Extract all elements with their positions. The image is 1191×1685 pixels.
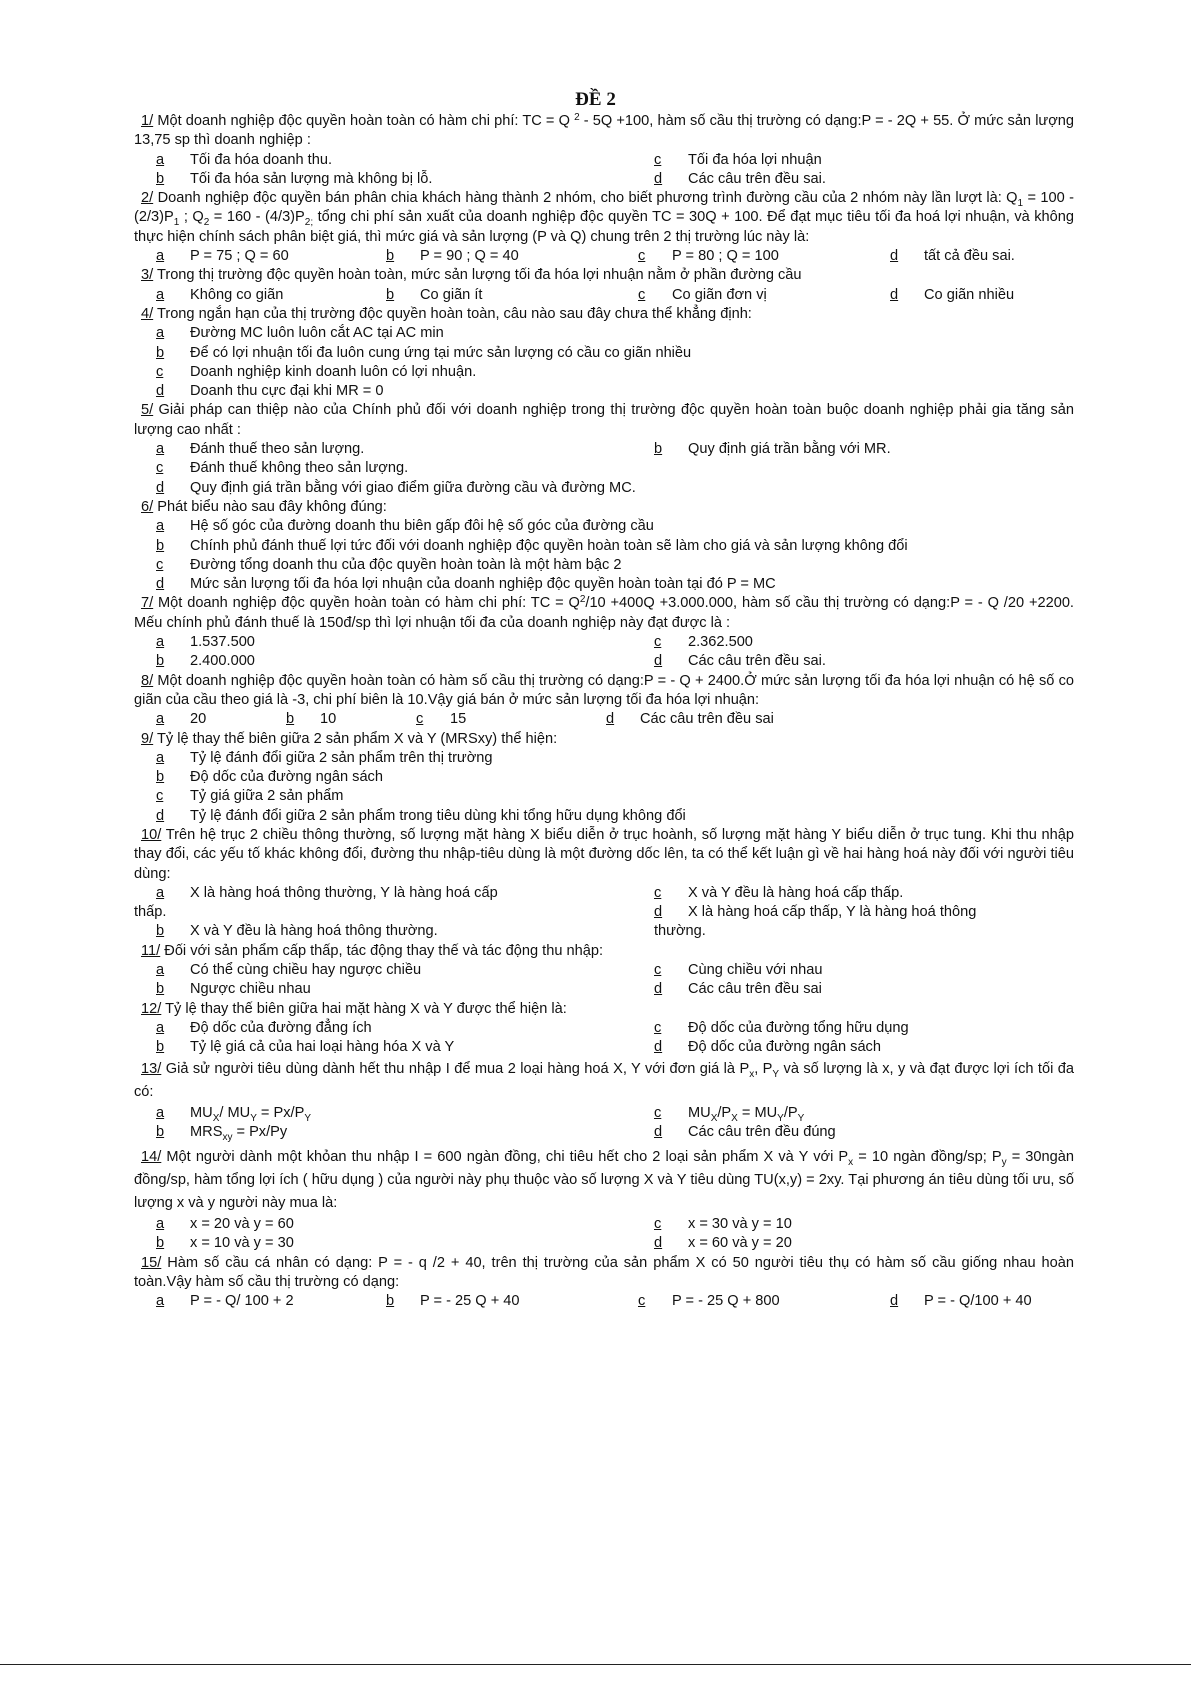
option-letter: b xyxy=(156,653,165,670)
option-text: P = - 25 Q + 40 xyxy=(420,1293,520,1310)
options-row xyxy=(134,710,1074,729)
option[interactable] xyxy=(134,961,654,980)
question-text: - 5Q +100, hàm số cầu thị trường có dạng:P = - 2Q + 55. Ở mức sản lượng 13,75 sp thì doanh nghiệp : xyxy=(134,113,1075,149)
option-text: Đường MC luôn luôn cắt AC tại AC min xyxy=(190,325,444,342)
options-row xyxy=(134,1038,1074,1057)
option-letter: b xyxy=(386,248,395,265)
option-text: Không co giãn xyxy=(190,286,284,303)
option-letter: a xyxy=(156,1019,165,1036)
question-2 xyxy=(134,189,1074,247)
formula-part: = MU xyxy=(737,1104,778,1121)
question-list xyxy=(134,112,1074,1312)
option-letter: c xyxy=(156,363,164,380)
question-text: , P xyxy=(754,1060,773,1077)
option-text: Doanh nghiệp kinh doanh luôn có lợi nhuận. xyxy=(190,363,477,380)
option-text: Quy định giá trần bằng với MR. xyxy=(688,441,891,458)
page-bottom-rule xyxy=(0,1664,1191,1665)
subscript: 2 xyxy=(203,217,210,229)
option-letter: c xyxy=(654,1104,662,1121)
option[interactable] xyxy=(654,1019,1074,1038)
subscript: Y xyxy=(250,1112,257,1124)
formula-part: = Px/P xyxy=(256,1104,305,1121)
option-text: P = - 25 Q + 800 xyxy=(672,1293,780,1310)
option-text: Quy định giá trần bằng với giao điểm giữa đường cầu và đường MC. xyxy=(190,479,636,496)
option[interactable] xyxy=(134,787,1074,806)
question-number: 14/ xyxy=(141,1149,162,1166)
option-text: X và Y đều là hàng hoá cấp thấp. xyxy=(688,884,904,901)
option[interactable] xyxy=(134,1019,654,1038)
option-letter: c xyxy=(654,884,662,901)
option-text: X là hàng hoá cấp thấp, Y là hàng hoá thông xyxy=(688,904,977,921)
option-text: Độ dốc của đường đẳng ích xyxy=(190,1019,372,1036)
question-text: Doanh nghiệp độc quyền bán phân chia khách hàng thành 2 nhóm, cho biết phương trình đường cầu của 2 nhóm này lần lượt là: Q xyxy=(153,190,1018,207)
option[interactable] xyxy=(134,170,654,189)
option-letter: a xyxy=(156,634,165,651)
question-number: 5/ xyxy=(141,402,154,419)
option-letter: b xyxy=(156,769,165,786)
question-text: /10 +400Q +3.000.000, hàm số cầu thị trường có dạng:P = - Q /20 +2200. Mếu chính phủ đánh thuế là 150đ/sp thì lợi nhuận tối đa của doanh nghiệp này đạt được là : xyxy=(134,595,1074,631)
option-letter: c xyxy=(654,1019,662,1036)
question-number: 1/ xyxy=(141,113,154,129)
option[interactable] xyxy=(134,1104,654,1123)
subscript: Y xyxy=(304,1112,311,1124)
question-text: Trên hệ trục 2 chiều thông thường, số lượng mặt hàng X biểu diễn ở trục hoành, số lượng mặt hàng Y biểu diễn ở trục tung. Khi thu nhập thay đổi, các yếu tố khác không đổi, đường thu nhập-tiêu dùng là một đường dốc lên, ta có thể kết luận gì về hai hàng hoá này đối với người tiêu dùng: xyxy=(134,826,1074,882)
option[interactable] xyxy=(654,151,1074,170)
option[interactable] xyxy=(134,247,386,266)
option-letter: c xyxy=(654,151,662,168)
option-text: Để có lợi nhuận tối đa luôn cung ứng tại mức sản lượng có cầu co giãn nhiều xyxy=(190,344,692,361)
option-text: Các câu trên đều sai xyxy=(640,711,774,728)
options-list xyxy=(134,459,1074,498)
option-text: x = 60 và y = 20 xyxy=(688,1235,792,1252)
option-letter: a xyxy=(156,518,165,535)
question-text: Giải pháp can thiệp nào của Chính phủ đối với doanh nghiệp trong thị trường độc quyền hoàn toàn buộc doanh nghiệp phải gia tăng sản lượng cao nhất : xyxy=(134,402,1074,438)
option[interactable] xyxy=(654,961,1074,980)
question-number: 4/ xyxy=(141,305,154,322)
question-number: 15/ xyxy=(141,1254,162,1271)
option-letter: b xyxy=(156,981,165,998)
formula-part: / MU xyxy=(219,1104,251,1121)
options-row xyxy=(134,1292,1074,1311)
option[interactable] xyxy=(134,459,1074,478)
question-10 xyxy=(134,826,1074,884)
option[interactable] xyxy=(386,247,638,266)
option-text: Tỷ lệ đánh đổi giữa 2 sản phẩm trên thị trường xyxy=(190,749,493,766)
subscript: xy xyxy=(222,1131,233,1143)
subscript: Y xyxy=(772,1068,780,1080)
option[interactable] xyxy=(134,768,1074,787)
option-text: Tỷ lệ giá cả của hai loại hàng hóa X và Y xyxy=(190,1039,455,1056)
option-text: Độ dốc của đường ngân sách xyxy=(688,1039,881,1056)
option[interactable] xyxy=(134,479,1074,498)
option-letter: d xyxy=(606,711,615,728)
option-letter: a xyxy=(156,325,165,342)
option[interactable] xyxy=(416,710,606,729)
question-12 xyxy=(134,1000,1074,1019)
option[interactable] xyxy=(890,286,1074,305)
option-letter: a xyxy=(156,962,165,979)
subscript: 1 xyxy=(1017,198,1024,210)
options-row xyxy=(134,1234,1074,1253)
option-text: Các câu trên đều sai. xyxy=(688,170,826,187)
option-letter: a xyxy=(156,441,165,458)
question-text: = 30ngàn đồng/sp, hàm tổng lợi ích ( hữu dụng ) của người này phụ thuộc vào số lượng X và Y tiêu dùng TU(x,y) = 2xy. Tại phương án tiêu dùng tối ưu, số lượng x và y người này mua là: xyxy=(134,1149,1075,1212)
options-row xyxy=(134,170,1074,189)
subscript: X xyxy=(710,1112,718,1124)
option-text: Đánh thuế theo sản lượng. xyxy=(190,441,365,458)
page-title: ĐỀ 2 xyxy=(575,89,616,110)
options-list xyxy=(134,749,1074,826)
option[interactable] xyxy=(654,884,1074,903)
option[interactable] xyxy=(134,1234,654,1253)
option-text: P = - Q/ 100 + 2 xyxy=(190,1293,294,1310)
option[interactable] xyxy=(134,710,286,729)
question-1 xyxy=(134,112,1074,151)
question-text: = 160 - (4/3)P xyxy=(209,209,305,226)
option[interactable] xyxy=(654,1215,1074,1234)
option-text: Tối đa hóa lợi nhuận xyxy=(688,151,822,168)
option[interactable] xyxy=(654,903,1074,922)
option[interactable] xyxy=(654,440,1074,459)
options-row xyxy=(134,961,1074,980)
question-text: Một doanh nghiệp độc quyền hoàn toàn có hàm chi phí: TC = Q xyxy=(153,113,575,129)
option-text: Độ dốc của đường ngân sách xyxy=(190,769,383,786)
subscript: Y xyxy=(777,1112,784,1124)
option-text: Các câu trên đều sai. xyxy=(688,653,826,670)
option-letter: b xyxy=(386,1293,395,1310)
formula-part: MRS xyxy=(190,1123,223,1140)
option[interactable] xyxy=(638,286,890,305)
option-letter: b xyxy=(386,286,395,303)
option[interactable] xyxy=(134,1038,654,1057)
option[interactable] xyxy=(134,575,1074,594)
option-text: 10 xyxy=(320,711,337,728)
option-letter: d xyxy=(890,1293,899,1310)
option-text: Có thể cùng chiều hay ngược chiều xyxy=(190,962,422,979)
question-text: Hàm số cầu cá nhân có dạng: P = - q /2 + 40, trên thị trường của sản phẩm X có 50 người tiêu thụ có hàm số cầu giống nhau hoàn toàn.Vậy hàm số cầu thị trường có dạng: xyxy=(134,1254,1074,1291)
question-3 xyxy=(134,266,1074,285)
question-text: và số lượng là x, y và đạt được lợi ích tối đa có: xyxy=(134,1060,1075,1100)
option[interactable] xyxy=(134,537,1074,556)
option[interactable] xyxy=(134,652,654,671)
option-letter: c xyxy=(654,962,662,979)
option-letter: b xyxy=(156,537,165,554)
subscript: 1 xyxy=(173,217,180,229)
option-text: Độ dốc của đường tổng hữu dụng xyxy=(688,1019,909,1036)
option-letter: d xyxy=(156,479,165,496)
question-number: 11/ xyxy=(141,942,161,959)
option-letter: a xyxy=(156,248,165,265)
question-text: = 10 ngàn đồng/sp; P xyxy=(853,1149,1002,1166)
option-letter: c xyxy=(638,248,646,265)
option-letter: b xyxy=(654,441,663,458)
option[interactable] xyxy=(134,749,1074,768)
subscript: X xyxy=(212,1112,220,1124)
option-letter: a xyxy=(156,1104,165,1121)
option-continuation: thường. xyxy=(654,923,706,940)
option[interactable] xyxy=(134,1123,654,1142)
question-number: 12/ xyxy=(141,1000,162,1017)
option-text: X và Y đều là hàng hoá thông thường. xyxy=(190,923,438,940)
option-text xyxy=(190,1123,287,1142)
option[interactable] xyxy=(386,1292,638,1311)
question-text: = 100 - (2/3)P xyxy=(134,190,1074,226)
option-text: P = 80 ; Q = 100 xyxy=(672,248,779,265)
options-row xyxy=(134,1215,1074,1234)
option-letter: d xyxy=(890,286,899,303)
option-text: Ngược chiều nhau xyxy=(190,981,311,998)
option[interactable] xyxy=(286,710,416,729)
question-14 xyxy=(134,1146,1074,1215)
question-text: Tỷ lệ thay thế biên giữa 2 sản phẩm X và Y (MRSxy) thể hiện: xyxy=(153,730,558,747)
option[interactable] xyxy=(134,633,654,652)
option-letter: b xyxy=(156,1039,165,1056)
option-text: tất cả đều sai. xyxy=(924,248,1015,265)
option-text: Hệ số góc của đường doanh thu biên gấp đôi hệ số góc của đường cầu xyxy=(190,518,654,535)
option[interactable] xyxy=(654,652,1074,671)
option[interactable] xyxy=(654,1038,1074,1057)
option-text: 1.537.500 xyxy=(190,634,255,651)
options-row xyxy=(134,922,1074,941)
option[interactable] xyxy=(654,170,1074,189)
option[interactable] xyxy=(134,884,654,903)
option-text: 20 xyxy=(190,711,207,728)
option-letter: a xyxy=(156,1293,165,1310)
option-text: 2.362.500 xyxy=(688,634,753,651)
question-text: Đối với sản phẩm cấp thấp, tác động thay thế và tác động thu nhập: xyxy=(160,942,604,959)
option[interactable] xyxy=(654,980,1074,999)
question-text: Một người dành một khỏan thu nhập I = 600 ngàn đồng, chi tiêu hết cho 2 loại sản phẩm X và Y với P xyxy=(161,1149,849,1166)
question-text: Giả sử người tiêu dùng dành hết thu nhập I để mua 2 loại hàng hoá X, Y với đơn giá là P xyxy=(161,1060,750,1077)
option-text: Tỷ giá giữa 2 sản phẩm xyxy=(190,788,344,805)
option-text: Co giãn nhiều xyxy=(924,286,1015,303)
option-text: 2.400.000 xyxy=(190,653,255,670)
options-row xyxy=(134,151,1074,170)
option-letter: b xyxy=(156,170,165,187)
options-list xyxy=(134,324,1074,401)
question-number: 6/ xyxy=(141,498,154,515)
option-letter: d xyxy=(654,1235,663,1252)
options-row xyxy=(134,440,1074,459)
option-text: X là hàng hoá thông thường, Y là hàng hoá cấp xyxy=(190,884,498,901)
options-row xyxy=(134,903,1074,922)
option-letter: b xyxy=(286,711,295,728)
option-text: Tối đa hóa doanh thu. xyxy=(190,151,332,168)
options-row xyxy=(134,247,1074,266)
option[interactable] xyxy=(890,247,1074,266)
option[interactable] xyxy=(654,1104,1074,1123)
option[interactable] xyxy=(134,151,654,170)
option-letter: d xyxy=(654,1039,663,1056)
question-number: 10/ xyxy=(141,826,162,843)
option-letter: d xyxy=(156,576,165,593)
option-text: P = 75 ; Q = 60 xyxy=(190,248,289,265)
option-letter: b xyxy=(156,1235,165,1252)
option[interactable] xyxy=(654,1234,1074,1253)
option-letter: a xyxy=(156,286,165,303)
option-letter: a xyxy=(156,1216,165,1233)
option-text: Co giãn đơn vị xyxy=(672,286,767,303)
option-text: P = 90 ; Q = 40 xyxy=(420,248,519,265)
question-4 xyxy=(134,305,1074,324)
option-letter: b xyxy=(156,1123,165,1140)
option-text: Đường tổng doanh thu của độc quyền hoàn toàn là một hàm bậc 2 xyxy=(190,556,622,573)
option-text: x = 30 và y = 10 xyxy=(688,1216,792,1233)
option[interactable] xyxy=(134,324,1074,343)
question-text: Một doanh nghiệp độc quyền hoàn toàn có hàm chi phí: TC = Q xyxy=(153,595,580,612)
option-text: P = - Q/100 + 40 xyxy=(924,1293,1032,1310)
option[interactable] xyxy=(134,556,1074,575)
question-15 xyxy=(134,1254,1074,1293)
option-letter: c xyxy=(416,711,424,728)
option[interactable] xyxy=(134,807,1074,826)
option[interactable] xyxy=(134,286,386,305)
options-row xyxy=(134,980,1074,999)
formula-part: MU xyxy=(688,1104,711,1121)
option-letter: d xyxy=(654,981,663,998)
option-letter: d xyxy=(654,1123,663,1140)
option-continuation: thấp. xyxy=(134,904,167,921)
question-6 xyxy=(134,498,1074,517)
option[interactable] xyxy=(134,1292,386,1311)
option[interactable] xyxy=(638,247,890,266)
option-letter: a xyxy=(156,884,165,901)
question-text: Tỷ lệ thay thế biên giữa hai mặt hàng X và Y được thể hiện là: xyxy=(161,1000,567,1017)
formula-part: /P xyxy=(717,1104,732,1121)
options-row xyxy=(134,633,1074,652)
option-text: Tỷ lệ đánh đổi giữa 2 sản phẩm trong tiêu dùng khi tổng hữu dụng không đổi xyxy=(190,807,686,824)
question-number: 9/ xyxy=(141,730,154,747)
question-11 xyxy=(134,942,1074,961)
option[interactable] xyxy=(654,633,1074,652)
formula-part: /P xyxy=(783,1104,798,1121)
subscript: x xyxy=(749,1068,755,1080)
question-number: 3/ xyxy=(141,267,154,284)
options-row xyxy=(134,1123,1074,1142)
question-number: 8/ xyxy=(141,672,154,689)
options-row xyxy=(134,1019,1074,1038)
option[interactable] xyxy=(638,1292,890,1311)
option-text xyxy=(688,1104,804,1123)
subscript: 2; xyxy=(304,217,314,229)
question-13 xyxy=(134,1058,1074,1104)
option-text: Đánh thuế không theo sản lượng. xyxy=(190,460,409,477)
option-text xyxy=(190,1104,311,1123)
question-8 xyxy=(134,672,1074,711)
question-text: tổng chi phí sản xuất của doanh nghiệp độc quyền TC = 30Q + 100. Để đạt mục tiêu tối đa hoá lợi nhuận, và không thực hiện chính sách phân biệt giá, thì mức giá và sản lượng (P và Q) chung trên 2 thị trường lúc này là: xyxy=(134,209,1075,245)
option-letter: b xyxy=(156,344,165,361)
option-letter: d xyxy=(156,807,165,824)
option-text: Chính phủ đánh thuế lợi tức đối với doanh nghiệp độc quyền hoàn toàn sẽ làm cho giá và sản lượng không đổi xyxy=(190,537,908,554)
option-letter: d xyxy=(654,170,663,187)
option-letter: a xyxy=(156,749,165,766)
options-row xyxy=(134,1104,1074,1123)
option-letter: a xyxy=(156,711,165,728)
question-text: Phát biểu nào sau đây không đúng: xyxy=(153,498,387,515)
subscript: y xyxy=(1001,1157,1007,1169)
option[interactable] xyxy=(654,1123,1074,1142)
question-number: 2/ xyxy=(141,190,154,207)
question-7 xyxy=(134,594,1074,633)
superscript: 2 xyxy=(574,112,580,123)
option[interactable] xyxy=(606,710,1074,729)
option-text: Co giãn ít xyxy=(420,286,483,303)
option[interactable] xyxy=(386,286,638,305)
option-letter: d xyxy=(890,248,899,265)
option-text: Các câu trên đều sai xyxy=(688,981,822,998)
subscript: Y xyxy=(797,1112,805,1124)
option-letter: c xyxy=(156,788,164,805)
subscript: X xyxy=(731,1112,738,1124)
option[interactable] xyxy=(134,363,1074,382)
option-text: x = 20 và y = 60 xyxy=(190,1216,294,1233)
question-text: Trong ngắn hạn của thị trường độc quyền hoàn toàn, câu nào sau đây chưa thể khẳng định: xyxy=(153,305,752,322)
option-letter: c xyxy=(638,1293,646,1310)
option-text: 15 xyxy=(450,711,467,728)
options-row xyxy=(134,884,1074,903)
option[interactable] xyxy=(134,517,1074,536)
question-9 xyxy=(134,730,1074,749)
subscript: x xyxy=(848,1157,854,1169)
options-row xyxy=(134,286,1074,305)
option-letter: d xyxy=(654,904,663,921)
formula-part: MU xyxy=(190,1104,213,1121)
option-letter: c xyxy=(156,556,164,573)
option-text: Tối đa hóa sản lượng mà không bị lỗ. xyxy=(190,170,433,187)
question-text: Trong thị trường độc quyền hoàn toàn, mức sản lượng tối đa hóa lợi nhuận nằm ở phần đường cầu xyxy=(153,267,802,284)
option-text: Các câu trên đều đúng xyxy=(688,1123,836,1140)
option-letter: c xyxy=(156,460,164,477)
option[interactable] xyxy=(134,440,654,459)
options-list xyxy=(134,517,1074,594)
option[interactable] xyxy=(134,344,1074,363)
option[interactable] xyxy=(890,1292,1074,1311)
superscript: 2 xyxy=(579,594,586,606)
option-letter: b xyxy=(156,923,165,940)
option[interactable] xyxy=(134,1215,654,1234)
options-row xyxy=(134,652,1074,671)
option[interactable] xyxy=(134,980,654,999)
option-text: Cùng chiều với nhau xyxy=(688,962,823,979)
option-text: x = 10 và y = 30 xyxy=(190,1235,294,1252)
question-number: 13/ xyxy=(141,1060,162,1077)
formula-part: = Px/Py xyxy=(232,1123,288,1140)
option-letter: c xyxy=(654,1216,662,1233)
option-text: Doanh thu cực đại khi MR = 0 xyxy=(190,383,384,400)
option-text: Mức sản lượng tối đa hóa lợi nhuận của doanh nghiệp độc quyền hoàn toàn tại đó P = MC xyxy=(190,576,776,593)
question-number: 7/ xyxy=(141,595,154,612)
question-5 xyxy=(134,401,1074,440)
question-text: Một doanh nghiệp độc quyền hoàn toàn có hàm số cầu thị trường có dạng:P = - Q + 2400.Ở mức sản lượng tối đa hóa lợi nhuận có hệ số co giãn của cầu theo giá là -3, chi phí biên là 10.Vậy giá bán ở mức sản lượng tối đa hóa lợi nhuận: xyxy=(134,672,1074,708)
option-letter: c xyxy=(638,286,646,303)
option[interactable] xyxy=(134,922,654,941)
option[interactable] xyxy=(134,382,1074,401)
option-letter: c xyxy=(654,634,662,651)
option-letter: a xyxy=(156,151,165,168)
question-text: ; Q xyxy=(179,209,204,226)
option-letter: d xyxy=(156,383,165,400)
option-letter: d xyxy=(654,653,663,670)
